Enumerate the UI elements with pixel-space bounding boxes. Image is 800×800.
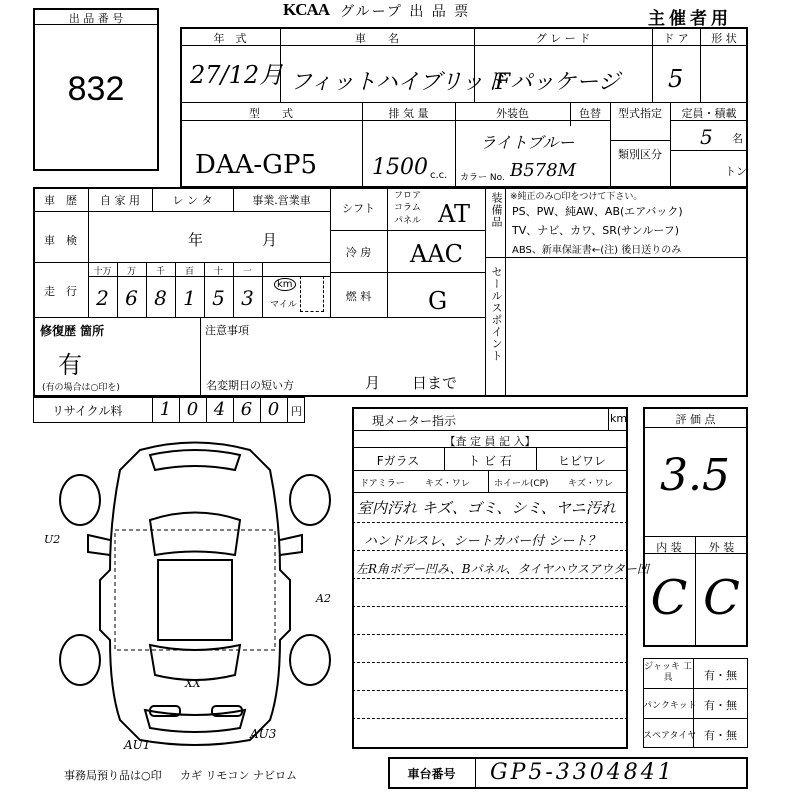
name-change-month: 月 [365, 374, 381, 392]
puncture-label: パンクキット [643, 701, 697, 711]
year-label: 年 式 [213, 32, 247, 45]
color-label: 外装色 [496, 107, 529, 120]
form-title: グループ 出 品 票 [340, 4, 471, 20]
color-no-label: カラー No. [460, 173, 505, 183]
mileage-unit-label: 百 [184, 267, 194, 277]
equipment-row-2[interactable]: TV、ナビ、カワ、SR(サンルーフ) [512, 224, 680, 237]
mark-au1: AU1 [124, 738, 151, 752]
grade-value: Fパッケージ [495, 70, 620, 95]
mileage-digit: 6 [125, 286, 138, 310]
equipment-row-1[interactable]: PS、PW、純AW、AB(エアバック) [512, 205, 683, 218]
mileage-unit-label: 万 [126, 267, 136, 277]
mark-u2: U2 [44, 533, 61, 546]
car-diagram [40, 430, 350, 780]
shift-label: シフト [342, 202, 375, 215]
doors-value: 5 [668, 65, 684, 93]
mileage-digit: 2 [96, 286, 109, 310]
chassis-value: GP5-3304841 [490, 760, 675, 785]
capacity-unit: 名 [732, 132, 743, 145]
glass-crack[interactable]: ヒビワレ [557, 454, 606, 468]
recycle-digit: 6 [240, 399, 253, 420]
mileage-unit-label: 十万 [93, 267, 112, 277]
shift-column[interactable]: コラム [394, 203, 421, 213]
color-change-label: 色替 [579, 107, 601, 120]
grade-label: グ レ ー ド [535, 32, 591, 45]
name-change-label: 名変期日の短い方 [206, 379, 294, 392]
mirror-label: ドアミラー [360, 479, 405, 489]
shape-label: 形 状 [711, 32, 737, 45]
glass-chip[interactable]: ト ビ 石 [468, 454, 512, 468]
office-note: 事務局預り品は○印 [64, 769, 162, 782]
evaluation-score: 3.5 [660, 450, 730, 501]
mileage-unit-label: 一 [242, 267, 252, 277]
lot-number: 832 [67, 70, 125, 108]
history-option-rental[interactable]: レ ン タ [172, 194, 213, 207]
equipment-note: ※純正のみ○印をつけて下さい。 [510, 192, 643, 202]
mileage-unit-label: 十 [213, 267, 223, 277]
car-name-value: フィットハイブリッド [290, 70, 506, 95]
ton-unit: トン [725, 165, 747, 178]
type-spec-label: 型式指定 [618, 107, 662, 120]
exterior-value: C [703, 570, 740, 626]
mark-a2: A2 [316, 592, 331, 605]
jack-opts[interactable]: 有・無 [704, 669, 737, 682]
ac-value: AAC [410, 240, 464, 268]
sales-point-label: セールスポイント [490, 266, 503, 362]
spare-label: スペアタイヤ [643, 731, 697, 741]
remark-2: ハンドルスレ、シートカバー付 シート？ [364, 534, 601, 549]
remark-3: 左R角ボデー凹み、Bパネル、タイヤハウスアウター凹 [356, 562, 649, 576]
recycle-digit: 0 [267, 399, 280, 420]
color-value: ライトブルー [480, 133, 575, 152]
interior-value: C [650, 570, 688, 626]
inspection-year: 年 [188, 231, 204, 249]
inspection-label: 車 検 [44, 234, 77, 247]
year-value: 27/12月 [190, 61, 284, 89]
equipment-label: 装備品 [490, 192, 503, 228]
shift-floor[interactable]: フロア [394, 191, 422, 201]
glass-label: Fガラス [376, 454, 420, 468]
wheel-opts[interactable]: キズ・ワレ [568, 479, 613, 489]
mileage-digit: 1 [183, 286, 196, 310]
mirror-opts[interactable]: キズ・ワレ [425, 479, 470, 489]
organizer-label: 主催者用 [648, 9, 732, 29]
color-no-value: B578M [510, 160, 577, 181]
km-unit: km [274, 278, 296, 291]
mile-unit: マイル [270, 300, 297, 310]
puncture-opts[interactable]: 有・無 [704, 699, 737, 712]
evaluation-label: 評 価 点 [675, 413, 716, 426]
history-option-business[interactable]: 事業.営業車 [252, 194, 311, 207]
history-label: 車 歴 [44, 194, 77, 207]
fuel-label: 燃 料 [345, 290, 372, 303]
displacement-value: 1500 [372, 155, 428, 180]
capacity-value: 5 [700, 125, 713, 149]
repair-label: 修復歴 箇所 [40, 324, 105, 338]
class-label: 類別区分 [618, 148, 662, 161]
mileage-unit-label: 千 [155, 267, 165, 277]
recycle-digit: 0 [186, 399, 199, 420]
equipment-row-3[interactable]: ABS、新車保証書←(注) 後日送りのみ [512, 245, 682, 256]
displacement-label: 排 気 量 [388, 107, 429, 120]
interior-label: 内 装 [656, 541, 682, 554]
car-name-label: 車 名 [355, 32, 399, 45]
chassis-label: 車台番号 [407, 767, 456, 781]
model-value: DAA-GP5 [195, 150, 317, 180]
name-change-day: 日まで [412, 374, 458, 392]
shift-panel[interactable]: パネル [394, 216, 422, 226]
inspection-month: 月 [262, 231, 278, 249]
mileage-digit: 8 [154, 286, 167, 310]
mileage-label: 走 行 [44, 285, 77, 298]
exterior-label: 外 装 [708, 541, 735, 554]
lot-number-label: 出 品 番 号 [68, 12, 124, 25]
inspector-label: 【査 定 員 記 入】 [444, 435, 536, 448]
brand-logo: KCAA [283, 0, 330, 19]
wheel-label: ホイール(CP) [494, 479, 549, 489]
mileage-digit: 3 [241, 286, 254, 310]
ac-label: 冷 房 [345, 246, 372, 259]
recycle-unit: 円 [291, 405, 302, 418]
office-items: カギ リモコン ナビロム [180, 769, 297, 782]
model-label: 型 式 [249, 107, 293, 120]
mark-au3: AU3 [250, 727, 277, 741]
recycle-digit: 1 [159, 399, 172, 420]
shift-value: AT [438, 200, 471, 228]
meter-unit: km [610, 412, 628, 425]
cc-unit: c.c. [430, 170, 448, 181]
remark-1: 室内汚れ キズ、ゴミ、シミ、ヤニ汚れ [357, 499, 616, 517]
spare-opts[interactable]: 有・無 [704, 729, 737, 742]
mileage-digit: 5 [212, 286, 225, 310]
mark-xx: XX [185, 677, 201, 690]
recycle-digit: 4 [213, 399, 226, 420]
jack-label: ジャッキ 工 具 [644, 662, 692, 683]
doors-label: ド ア [663, 32, 689, 45]
fuel-value: G [428, 287, 448, 315]
capacity-label: 定員・積載 [681, 107, 737, 120]
meter-label: 現メーター指示 [372, 414, 457, 428]
repair-value: 有 [58, 351, 82, 379]
recycle-label: リサイクル料 [52, 404, 123, 418]
repair-note: (有の場合は○印を) [42, 383, 120, 393]
notes-label: 注意事項 [205, 324, 249, 337]
history-option-private[interactable]: 自 家 用 [100, 194, 140, 207]
